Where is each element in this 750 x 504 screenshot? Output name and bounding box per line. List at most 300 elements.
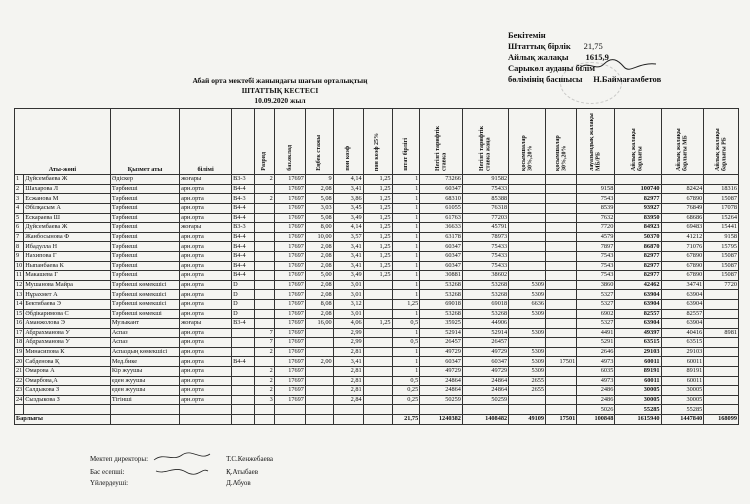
cell-add1 — [509, 319, 546, 329]
cell-coef-25: 1,25 — [363, 175, 392, 185]
approval-line-1: Бекітемін — [508, 30, 546, 40]
cell-add2 — [546, 242, 577, 252]
cell-salary-rb — [704, 338, 739, 348]
cell-position: Тәрбиеші көмекшісі — [110, 290, 179, 300]
cell-name: Әбілқасым А — [24, 203, 111, 213]
cell-coef-25: 1,25 — [363, 203, 392, 213]
cell-position: Кір жуушы — [110, 367, 179, 377]
cell-total-salary: 42462 — [615, 280, 661, 290]
cell-rank: 2 — [255, 386, 275, 396]
cell-staff-unit: 1 — [392, 213, 420, 223]
cell-no: 9 — [15, 251, 24, 261]
cell-add1 — [509, 251, 546, 261]
header-coef: пон коэф — [333, 109, 363, 175]
cell-total-salary — [615, 175, 661, 185]
cell-education: арн.орта — [180, 290, 232, 300]
cell-salary-mb — [661, 175, 704, 185]
cell-base-salary — [274, 405, 305, 415]
cell-salary-mb: 69483 — [661, 223, 704, 233]
cell-salary-rb: 7720 — [704, 280, 739, 290]
cell-coef-25: 1,25 — [363, 184, 392, 194]
cell-position: Тәрбиеші көмекшісі — [110, 299, 179, 309]
cell-no: 16 — [16, 319, 23, 327]
cell-rank: 2 — [255, 376, 275, 386]
cell-base-salary: 17697 — [274, 251, 305, 261]
cell-name: Ныпанбаева К — [24, 261, 111, 271]
cell-rank — [255, 271, 275, 281]
cell-base-salary: 17697 — [274, 290, 305, 300]
cell-salary-mb: 89191 — [661, 367, 704, 377]
cell-experience — [305, 395, 333, 405]
table-row — [15, 376, 739, 386]
cell-experience: 5,08 — [305, 213, 333, 223]
cell-experience: 2,08 — [305, 309, 333, 319]
cell-position: Әдіскер — [110, 175, 179, 185]
header-salary-mb: Айлық жалақы барлығы МБ — [661, 109, 704, 175]
cell-rank — [255, 299, 275, 309]
cell-experience: 2,00 — [305, 357, 333, 367]
cell-salary-rb: 15087 — [704, 271, 739, 281]
cell-coef-25: 1,25 — [363, 232, 392, 242]
cell-add2 — [546, 213, 577, 223]
cell-base-rate: 52914 — [420, 328, 463, 338]
cell-education — [180, 405, 232, 415]
cell-coef-25 — [363, 338, 392, 348]
cell-experience: 5,08 — [305, 194, 333, 204]
cell-no: 5 — [15, 213, 24, 223]
cell-name: Жанбосынова Ф — [24, 232, 111, 242]
cell-category: В4-4 — [232, 242, 255, 252]
cell-total-salary: 83950 — [615, 213, 661, 223]
cell-total-salary: 30005 — [615, 386, 661, 396]
cell-education: арн.орта — [180, 395, 232, 405]
cell-total-salary: 82977 — [615, 261, 661, 271]
header-coef-25: пон коэф 25% — [363, 109, 392, 175]
cell-base-rate-new: 60347 — [462, 357, 508, 367]
cell-education: арн.орта — [180, 261, 232, 271]
cell-position-salary: 3860 — [577, 280, 615, 290]
cell-add1: 2655 — [509, 376, 546, 386]
cell-education: жоғары — [180, 223, 232, 233]
cell-coef: 3,86 — [333, 194, 363, 204]
cell-education: арн.орта — [180, 271, 232, 281]
cell-base-rate-new: 49729 — [462, 367, 508, 377]
cell-name: Бектибаева Э — [24, 299, 111, 309]
cell-add1 — [509, 261, 546, 271]
cell-rank: 7 — [255, 328, 275, 338]
cell-staff-unit: 0,5 — [392, 319, 420, 329]
cell-add2 — [546, 319, 577, 329]
cell-add2 — [546, 309, 577, 319]
cell-coef: 2,99 — [333, 338, 363, 348]
cell-position-salary: 7543 — [577, 251, 615, 261]
cell-coef: 2,81 — [333, 386, 363, 396]
cell-base-rate: 36633 — [420, 223, 463, 233]
cell-salary-mb: 30005 — [661, 386, 704, 396]
cell-experience — [305, 367, 333, 377]
total-shtat: 21,75 — [392, 415, 420, 425]
cell-salary-rb — [704, 395, 739, 405]
header-additions-2: қосымшалар 30%,20% — [546, 109, 577, 175]
cell-coef: 2,81 — [333, 367, 363, 377]
cell-name: Шахарова Л — [24, 184, 111, 194]
cell-category — [232, 376, 255, 386]
total-label: Барлығы — [15, 415, 111, 425]
cell-no: 19 — [16, 348, 23, 356]
cell-rank: 2 — [255, 175, 275, 185]
cell-base-rate: 60347 — [420, 251, 463, 261]
cell-add2 — [546, 290, 577, 300]
cell-position: Тәрбиеші — [110, 213, 179, 223]
cell-add1: 5309 — [509, 280, 546, 290]
cell-base-rate-new — [462, 405, 508, 415]
total-mb: 1447840 — [661, 415, 704, 425]
cell-no: 14 — [16, 300, 23, 308]
cell-salary-rb: 15795 — [704, 242, 739, 252]
cell-base-rate: 68310 — [420, 194, 463, 204]
cell-rank — [255, 280, 275, 290]
cell-coef-25 — [363, 347, 392, 357]
cell-coef: 3,57 — [333, 232, 363, 242]
cell-salary-rb: 15264 — [704, 213, 739, 223]
cell-coef: 3,01 — [333, 290, 363, 300]
cell-coef-25 — [363, 280, 392, 290]
cell-total-salary: 60011 — [615, 376, 661, 386]
cell-add2 — [546, 251, 577, 261]
cell-base-rate-new: 76318 — [462, 203, 508, 213]
cell-staff-unit: 1 — [392, 194, 420, 204]
cell-position: Мед.бике — [110, 357, 179, 367]
cell-rank — [255, 309, 275, 319]
cell-salary-rb — [704, 175, 739, 185]
cell-salary-mb: 63904 — [661, 299, 704, 309]
cell-position: Аспаз — [110, 328, 179, 338]
cell-base-rate: 60347 — [420, 184, 463, 194]
cell-base-salary: 17697 — [274, 357, 305, 367]
cell-category: D — [232, 290, 255, 300]
cell-salary-rb: 9158 — [704, 232, 739, 242]
cell-base-salary: 17697 — [274, 271, 305, 281]
cell-education: арн.орта — [180, 376, 232, 386]
cell-salary-mb: 82424 — [661, 184, 704, 194]
cell-staff-unit: 1 — [392, 309, 420, 319]
cell-total-salary: 49397 — [615, 328, 661, 338]
cell-rank: 3 — [255, 395, 275, 405]
cell-position: Аспаз — [110, 338, 179, 348]
cell-add1 — [509, 232, 546, 242]
cell-education: арн.орта — [180, 357, 232, 367]
cell-add1: 5309 — [509, 347, 546, 357]
cell-category — [232, 328, 255, 338]
cell-position: еден жуушы — [110, 376, 179, 386]
cell-coef: 4,06 — [333, 319, 363, 329]
cell-add1: 5309 — [509, 357, 546, 367]
cell-total-salary: 82977 — [615, 251, 661, 261]
cell-position: Тәрбиеші — [110, 251, 179, 261]
signature-icon — [152, 452, 212, 462]
table-header-row — [15, 109, 739, 175]
cell-base-salary: 17697 — [274, 194, 305, 204]
cell-experience: 10,00 — [305, 232, 333, 242]
cell-rank: 7 — [255, 338, 275, 348]
cell-no: 6 — [15, 223, 24, 233]
cell-base-rate-new: 49729 — [462, 347, 508, 357]
table-row — [15, 242, 739, 252]
cell-name: Омарова А — [24, 367, 111, 377]
cell-no: 23 — [16, 386, 23, 394]
header-rank: Разряд — [255, 109, 275, 175]
cell-category: В4-4 — [232, 357, 255, 367]
cell-education: арн.орта — [180, 309, 232, 319]
cell-no: 13 — [16, 290, 23, 298]
cell-staff-unit — [392, 405, 420, 415]
cell-staff-unit: 1 — [392, 242, 420, 252]
cell-coef-25 — [363, 367, 392, 377]
cell-salary-rb — [704, 309, 739, 319]
cell-add2 — [546, 338, 577, 348]
approval-head-name: Н.Баймағамбетов — [593, 74, 662, 84]
header-name: Аты-жөні — [15, 109, 111, 175]
cell-salary-rb: 15087 — [704, 251, 739, 261]
cell-coef: 2,81 — [333, 376, 363, 386]
cell-no: 2 — [15, 184, 24, 194]
cell-base-rate-new: 75433 — [462, 251, 508, 261]
cell-no: 18 — [16, 338, 23, 346]
cell-position-salary: 4491 — [577, 328, 615, 338]
cell-position: Тәрбиеші көмекшісі — [110, 280, 179, 290]
cell-experience: 2,08 — [305, 251, 333, 261]
cell-base-rate-new: 38602 — [462, 271, 508, 281]
cell-staff-unit: 1 — [392, 347, 420, 357]
cell-coef: 3,41 — [333, 261, 363, 271]
cell-add2 — [546, 386, 577, 396]
cell-position: Тәрбиеші — [110, 184, 179, 194]
cell-position-salary: 6902 — [577, 309, 615, 319]
cell-coef: 3,41 — [333, 251, 363, 261]
cell-add2 — [546, 184, 577, 194]
cell-position-salary: 8539 — [577, 203, 615, 213]
cell-staff-unit: 1 — [392, 367, 420, 377]
cell-experience — [305, 376, 333, 386]
signature-icon — [152, 465, 212, 475]
cell-salary-mb: 41212 — [661, 232, 704, 242]
cell-add2 — [546, 395, 577, 405]
total-row — [15, 415, 739, 425]
cell-rank — [255, 242, 275, 252]
cell-coef: 3,49 — [333, 213, 363, 223]
cell-position-salary: 7543 — [577, 261, 615, 271]
cell-position: Тігінші — [110, 395, 179, 405]
cell-education: арн.орта — [180, 242, 232, 252]
table-row — [15, 347, 739, 357]
cell-position-salary: 4579 — [577, 232, 615, 242]
table-row — [15, 194, 739, 204]
cell-base-rate: 35925 — [420, 319, 463, 329]
total-add2: 17501 — [546, 415, 577, 425]
cell-name: Аманжолова Э — [24, 319, 111, 329]
cell-category: В4-4 — [232, 184, 255, 194]
table-row — [15, 395, 739, 405]
table-row — [15, 386, 739, 396]
cell-position-salary: 5327 — [577, 319, 615, 329]
cell-add2 — [546, 175, 577, 185]
total-rb: 168099 — [704, 415, 739, 425]
cell-category: D — [232, 309, 255, 319]
cell-base-salary: 17697 — [274, 175, 305, 185]
document-title — [170, 76, 390, 106]
cell-base-rate — [420, 405, 463, 415]
cell-coef — [333, 405, 363, 415]
approval-line-5: бөлімінің басшысы — [508, 74, 583, 84]
cell-experience: 2,08 — [305, 280, 333, 290]
cell-base-salary: 17697 — [274, 280, 305, 290]
signature-role: Мектеп директоры: — [90, 454, 149, 463]
cell-salary-mb: 71076 — [661, 242, 704, 252]
cell-salary-rb: 17078 — [704, 203, 739, 213]
cell-position-salary: 5291 — [577, 338, 615, 348]
cell-rank — [255, 251, 275, 261]
cell-rank: 2 — [255, 194, 275, 204]
cell-name: Салдыкова З — [24, 386, 111, 396]
cell-experience: 2,08 — [305, 184, 333, 194]
cell-base-rate-new: 53268 — [462, 309, 508, 319]
cell-coef: 3,41 — [333, 357, 363, 367]
cell-experience — [305, 386, 333, 396]
cell-name: Омарбова,А — [24, 376, 111, 386]
cell-experience: 8,00 — [305, 223, 333, 233]
cell-education: арн.орта — [180, 213, 232, 223]
total-add1: 49109 — [509, 415, 546, 425]
table-row — [15, 319, 739, 329]
cell-name: Макашева Г — [24, 271, 111, 281]
header-education: білімі — [180, 109, 232, 175]
cell-name: Сыздыкова З — [24, 395, 111, 405]
signature-name: Қ.Атыбаев — [226, 467, 259, 476]
cell-base-rate-new: 52914 — [462, 328, 508, 338]
cell-total-salary: 63515 — [615, 338, 661, 348]
approval-salary-value: 1615,9 — [585, 52, 609, 62]
cell-education: арн.орта — [180, 386, 232, 396]
cell-total-salary: 63904 — [615, 319, 661, 329]
cell-position-salary: 2486 — [577, 386, 615, 396]
cell-staff-unit: 1 — [392, 223, 420, 233]
cell-salary-mb: 67890 — [661, 271, 704, 281]
cell-salary-mb: 55285 — [661, 405, 704, 415]
cell-coef-25 — [363, 299, 392, 309]
cell-rank: 2 — [255, 347, 275, 357]
cell-coef: 3,01 — [333, 280, 363, 290]
cell-salary-mb: 67890 — [661, 251, 704, 261]
cell-rank — [255, 405, 275, 415]
cell-coef-25: 1,25 — [363, 319, 392, 329]
cell-education: жоғары — [180, 175, 232, 185]
cell-education: арн.орта — [180, 367, 232, 377]
cell-add2 — [546, 203, 577, 213]
cell-rank — [255, 290, 275, 300]
table-row — [15, 251, 739, 261]
cell-coef-25: 1,25 — [363, 194, 392, 204]
cell-base-rate: 60347 — [420, 261, 463, 271]
cell-coef: 4,14 — [333, 175, 363, 185]
cell-rank — [255, 357, 275, 367]
cell-salary-mb: 60011 — [661, 376, 704, 386]
cell-name: Әбдікаримова С — [24, 309, 111, 319]
cell-no — [15, 405, 24, 415]
cell-base-rate-new: 75433 — [462, 242, 508, 252]
cell-experience: 8,08 — [305, 299, 333, 309]
cell-base-salary: 17697 — [274, 232, 305, 242]
cell-base-salary: 17697 — [274, 376, 305, 386]
table-row — [15, 232, 739, 242]
cell-base-salary: 17697 — [274, 395, 305, 405]
header-position-salary: лауазымдық жалақы МБ/РБ — [577, 109, 615, 175]
cell-education: арн.орта — [180, 203, 232, 213]
cell-coef-25 — [363, 395, 392, 405]
cell-total-salary: 82977 — [615, 271, 661, 281]
cell-position-salary: 4973 — [577, 376, 615, 386]
header-staff-unit: штат бірлігі — [392, 109, 420, 175]
header-total-salary: Айлық жалақы барлығы — [615, 109, 661, 175]
table-row — [15, 203, 739, 213]
cell-name: Сабденова Қ — [24, 357, 111, 367]
table-row — [15, 357, 739, 367]
cell-add1 — [509, 194, 546, 204]
cell-category — [232, 386, 255, 396]
table-row — [15, 405, 739, 415]
cell-salary-rb — [704, 290, 739, 300]
cell-experience: 16,00 — [305, 319, 333, 329]
cell-no: 12 — [16, 280, 23, 288]
signature-name: Т.С.Кенжебаева — [226, 454, 274, 463]
cell-base-salary: 17697 — [274, 299, 305, 309]
cell-base-rate-new: 91582 — [462, 175, 508, 185]
cell-name: Дүйсембаева Ж — [24, 175, 111, 185]
cell-no: 7 — [15, 232, 24, 242]
signature-name: Д.Абуов — [226, 479, 251, 487]
cell-coef-25 — [363, 357, 392, 367]
cell-staff-unit: 1 — [392, 261, 420, 271]
cell-name: Мушанова Майра — [24, 280, 111, 290]
cell-add2 — [546, 271, 577, 281]
cell-add1 — [509, 175, 546, 185]
cell-category: D — [232, 299, 255, 309]
cell-rank — [255, 223, 275, 233]
header-additions-1: қосымшалар 30%,20% — [509, 109, 546, 175]
cell-staff-unit: 1 — [392, 232, 420, 242]
signature-role: Бас есепші: — [90, 467, 125, 476]
cell-total-salary: 82977 — [615, 194, 661, 204]
cell-base-rate-new: 85388 — [462, 194, 508, 204]
table-row — [15, 367, 739, 377]
cell-base-rate-new: 53268 — [462, 290, 508, 300]
cell-base-rate: 49729 — [420, 367, 463, 377]
cell-total-salary: 55285 — [615, 405, 661, 415]
cell-salary-mb: 60011 — [661, 357, 704, 367]
cell-education: арн.орта — [180, 328, 232, 338]
cell-base-rate: 26457 — [420, 338, 463, 348]
table-row — [15, 309, 739, 319]
total-salary: 100848 — [577, 415, 615, 425]
cell-salary-rb — [704, 319, 739, 329]
cell-total-salary: 50370 — [615, 232, 661, 242]
table-row — [15, 338, 739, 348]
total-all: 1615940 — [615, 415, 661, 425]
cell-salary-rb — [704, 347, 739, 357]
cell-add2 — [546, 232, 577, 242]
cell-base-rate-new: 69018 — [462, 299, 508, 309]
cell-education: арн.орта — [180, 184, 232, 194]
table-row — [15, 328, 739, 338]
